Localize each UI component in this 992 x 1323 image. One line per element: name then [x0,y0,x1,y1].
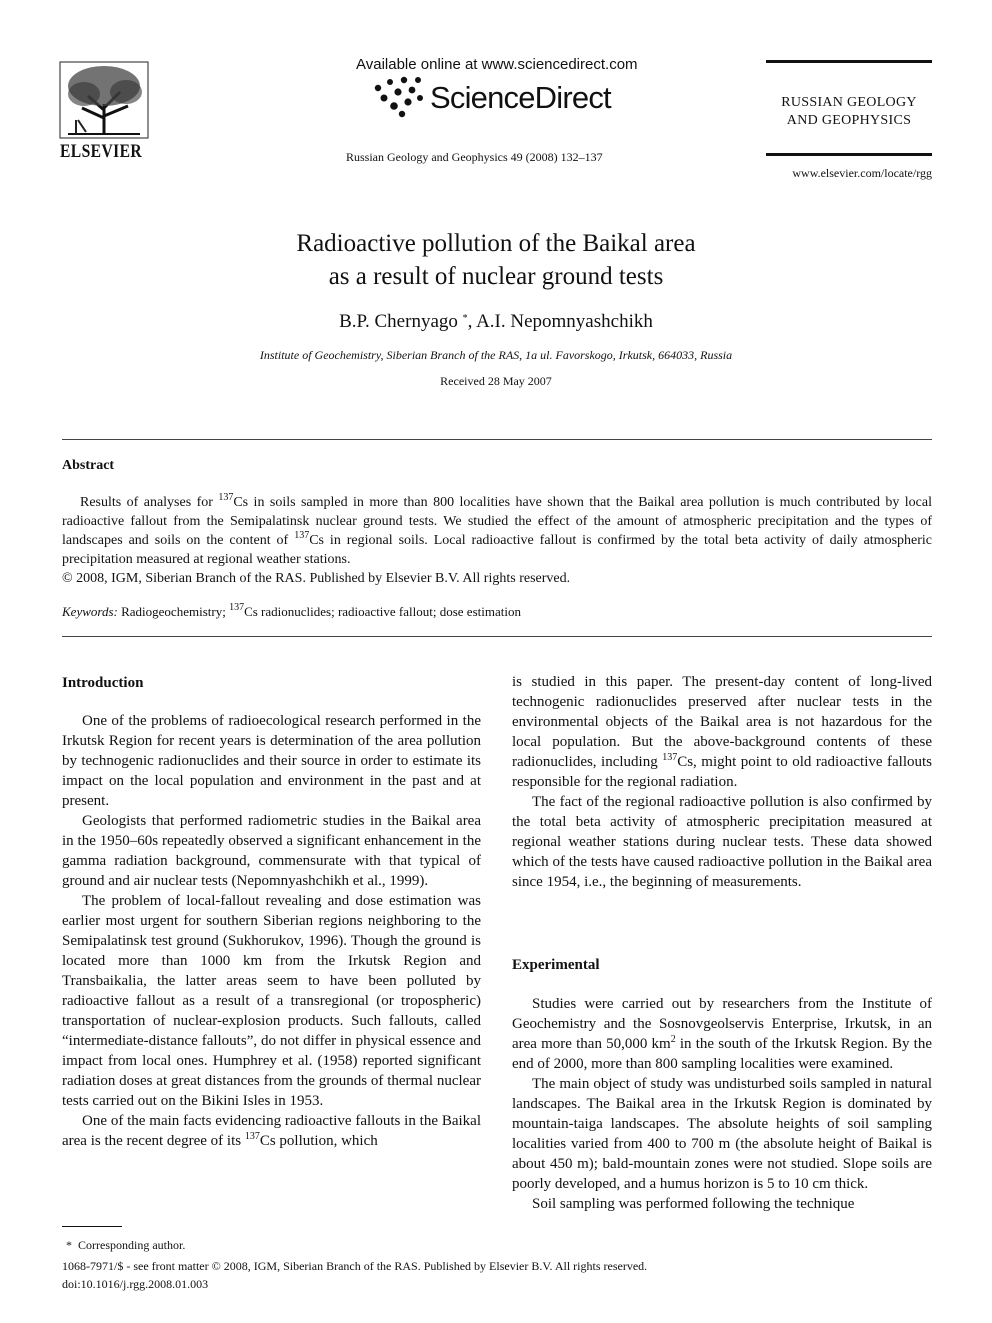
journal-title-line1: RUSSIAN GEOLOGY [781,95,917,110]
keywords: Keywords: Radiogeochemistry; $^{137}$Cs radionuclides; radioactive fallout; dose estimation [62,602,521,619]
publisher-name: ELSEVIER [60,141,143,162]
intro-paragraph-continued: is studied in this paper. The present-day content of long-lived technogenic radionuclides preserved after nuclear tests in the environmental objects of the Baikal area is not hazardous for the local population. But the above-background contents of these radionuclides, including $^{137}$Cs, might point to old radioactive fallouts responsible for the regional radiation. [512,674,933,790]
right-column-top [512,672,932,892]
keywords-label: Keywords: [62,604,118,619]
isotope-mass: 137 [218,492,234,503]
affiliation: Institute of Geochemistry, Siberian Branch of the RAS, 1a ul. Favorskogo, Irkutsk, 664033, Russia [259,348,733,362]
right-column-bottom [512,994,932,1214]
footnote [66,1238,185,1253]
intro-paragraph-5: The fact of the regional radioactive pollution is also confirmed by the total beta activity of atmospheric precipitation measured at regional weather stations during nuclear tests. These data showed which of the tests have caused radioactive pollution in the Baikal area since 1954, i.e., the beginning of measurements. [512,794,932,890]
footnote-text: Corresponding author. [78,1238,186,1252]
journal-rule-top [766,60,932,63]
footnote-mark: * [66,1238,72,1252]
isotope-mass: 137 [229,602,245,613]
author-2: , A.I. Nepomnyashchikh [467,311,653,332]
divider-top [62,439,932,440]
author-1: B.P. Chernyago [339,311,458,332]
abstract-heading: Abstract [62,458,115,473]
intro-paragraph-3: The problem of local-fallout revealing and dose estimation was earlier most urgent for southern Siberian regions neighboring to the Semipalatinsk test ground (Sukhorukov, 1996). Though the ground is located more than 1000 km from the Irkutsk Region and Transbaikalia, the latter areas seem to have been polluted by radioactive fallout as a result of a transregional (or tropospheric) transportation of nuclear-explosion products. Such fallouts, called “intermediate-distance fallouts”, do not differ in physical essence and impact from local ones. Humphrey et al. (1958) reported significant radiation doses at great distances from the grounds of thermal nuclear tests carried out on the Bikini Isles in 1953. [62,893,481,1109]
abstract-copyright: © 2008, IGM, Siberian Branch of the RAS. Published by Elsevier B.V. All rights reserved. [62,571,571,586]
journal-url[interactable]: www.elsevier.com/locate/rgg [792,166,932,180]
left-column [62,711,481,1151]
sciencedirect-wordmark: ScienceDirect [430,80,611,115]
journal-reference: Russian Geology and Geophysics 49 (2008) 132–137 [346,150,603,164]
article-title [96,227,896,293]
front-matter-line: 1068-7971/$ - see front matter © 2008, IGM, Siberian Branch of the RAS. Published by Elsevier B.V. All rights reserved. [62,1259,648,1273]
journal-rule-bottom [766,153,932,156]
isotope-mass: 137 [294,530,310,541]
abstract-paragraph: Results of analyses for $^{137}$Cs in soils sampled in more than 800 localities have shown that the Baikal area pollution is much contributed by local radioactive fallout from the Semipalatinsk nuclear ground tests. We studied the effect of the amount of atmospheric precipitation and the types of landscapes and soils on the content of $^{137}$Cs in regional soils. Local radioactive fallout is confirmed by the total beta activity of daily atmospheric precipitation measured at regional weather stations. [62,492,932,567]
article-title-line2: as a result of nuclear ground tests [328,263,664,290]
divider-bottom [62,636,932,637]
abstract-body [62,493,932,588]
experimental-heading: Experimental [512,957,600,973]
experimental-paragraph-3: Soil sampling was performed following the technique [532,1196,855,1212]
available-online-text: Available online at www.sciencedirect.com [356,56,638,73]
received-date: Received 28 May 2007 [440,374,552,388]
isotope-mass: 137 [662,752,678,763]
article-title-line1: Radioactive pollution of the Baikal area [296,230,696,257]
isotope-mass: 137 [244,1131,260,1142]
intro-paragraph-2: Geologists that performed radiometric studies in the Baikal area in the 1950–60s repeatedly observed a significant enhancement in the gamma radiation background, commensurate with that typical of ground and air nuclear tests (Nepomnyashchikh et al., 1999). [62,813,481,889]
journal-title [766,94,932,130]
experimental-paragraph-1: Studies were carried out by researchers from the Institute of Geochemistry and the Sosnovgeolservis Enterprise, Irkutsk, in an area more than 50,000 $km^2$ in the south of the Irkutsk Region. By the end of 2000, more than 800 sampling localities were examined. [512,996,932,1072]
experimental-paragraph-2: The main object of study was undisturbed soils sampled in natural landscapes. The Baikal area in the Irkutsk Region is dominated by mountain-taiga landscapes. The absolute heights of soil sampling localities varied from 400 to 700 m (the absolute height of Baikal is about 450 m); bald-mountain zones were not studied. Slope soils are poorly developed, and a humus horizon is 5 to 10 cm thick. [512,1076,932,1192]
journal-title-line2: AND GEOPHYSICS [786,113,912,128]
doi-line[interactable]: doi:10.1016/j.rgg.2008.01.003 [62,1277,209,1291]
intro-paragraph-1: One of the problems of radioecological research performed in the Irkutsk Region for recent years is determination of the area pollution by technogenic radionuclides and their source in order to estimate its impact on the local population and environment in the past and at present. [62,713,481,809]
author-list [96,311,896,333]
footnote-rule [62,1226,122,1227]
intro-paragraph-4: One of the main facts evidencing radioactive fallouts in the Baikal area is the recent degree of its $^{137}$Cs pollution, which [62,1113,481,1149]
introduction-heading: Introduction [62,675,144,691]
corresponding-author-mark[interactable]: * [462,313,468,324]
